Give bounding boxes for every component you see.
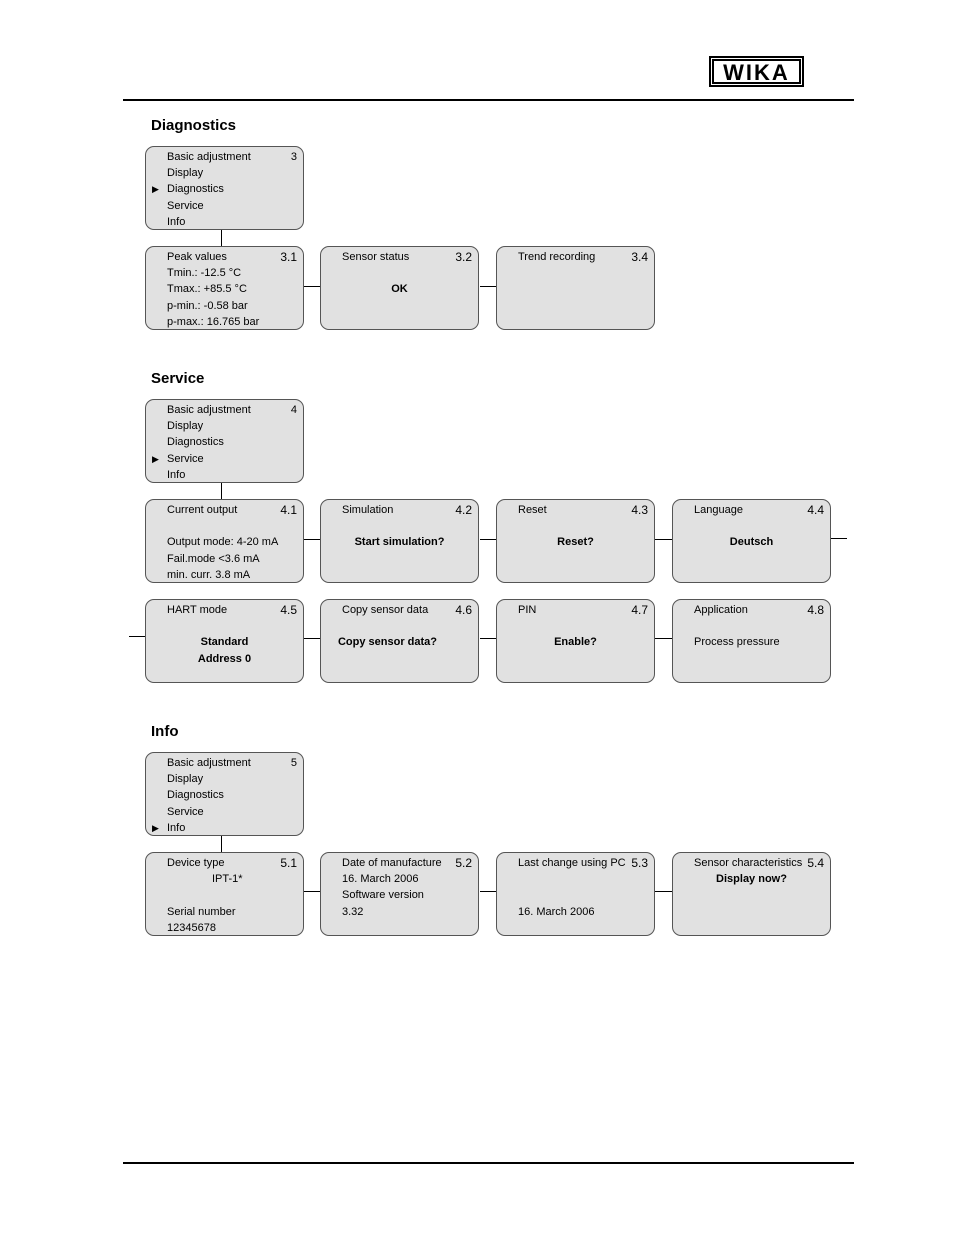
selection-arrow-icon: ▶ — [152, 184, 159, 194]
copy-sensor-data-box — [320, 599, 479, 683]
menu-number: 5 — [290, 757, 297, 769]
connector-horizontal — [655, 638, 672, 639]
peak-values-number: 3.1 — [280, 250, 297, 264]
peak-values-box — [145, 246, 304, 330]
pin-box — [496, 599, 655, 683]
sensor-status-value: OK — [391, 283, 408, 295]
menu-item-diagnostics: Diagnostics — [167, 789, 224, 801]
copy-sensor-data-title: Copy sensor data — [342, 604, 429, 616]
footer-rule — [123, 1162, 854, 1164]
language-value: Deutsch — [729, 536, 774, 548]
info-title: Info — [151, 723, 179, 740]
menu-item-display: Display — [167, 420, 204, 432]
tmax-value: Tmax.: +85.5 °C — [167, 283, 247, 295]
last-change-title: Last change using PC — [518, 857, 626, 869]
sensor-characteristics-box — [672, 852, 831, 936]
software-version-value: 3.32 — [342, 906, 364, 918]
connector-continuation-right — [831, 538, 847, 539]
connector-horizontal — [480, 891, 496, 892]
menu-item-info: Info — [167, 822, 186, 834]
menu-item-display: Display — [167, 167, 204, 179]
current-output-title: Current output — [167, 504, 238, 516]
sensor-characteristics-number: 5.4 — [807, 856, 824, 870]
simulation-box — [320, 499, 479, 583]
connector-horizontal — [304, 891, 320, 892]
current-output-box — [145, 499, 304, 583]
reset-title: Reset — [518, 504, 547, 516]
hart-mode-value: Standard — [200, 636, 249, 648]
pmin-value: p-min.: -0.58 bar — [167, 300, 248, 312]
copy-sensor-data-number: 4.6 — [455, 603, 472, 617]
menu-number: 4 — [290, 404, 297, 416]
selection-arrow-icon: ▶ — [152, 454, 159, 464]
device-type-number: 5.1 — [280, 856, 297, 870]
last-change-number: 5.3 — [631, 856, 648, 870]
menu-item-display: Display — [167, 773, 204, 785]
output-mode-value: Output mode: 4-20 mA — [167, 536, 279, 548]
service-title: Service — [151, 370, 205, 387]
application-title: Application — [694, 604, 748, 616]
pin-title: PIN — [518, 604, 537, 616]
reset-value: Reset? — [557, 536, 594, 548]
device-type-value: IPT-1* — [212, 873, 243, 885]
simulation-value: Start simulation? — [354, 536, 445, 548]
connector-vertical — [221, 230, 222, 246]
current-output-number: 4.1 — [280, 503, 297, 517]
language-number: 4.4 — [807, 503, 824, 517]
trend-recording-box — [496, 246, 655, 330]
menu-item-info: Info — [167, 216, 186, 228]
sensor-status-number: 3.2 — [455, 250, 472, 264]
menu-item-service: Service — [167, 200, 204, 212]
pin-number: 4.7 — [631, 603, 648, 617]
manufacture-date-value: 16. March 2006 — [342, 873, 419, 885]
hart-mode-title: HART mode — [167, 604, 228, 616]
menu-item-service: Service — [167, 453, 204, 465]
menu-item-diagnostics: Diagnostics — [167, 436, 224, 448]
application-number: 4.8 — [807, 603, 824, 617]
connector-continuation-left — [129, 636, 145, 637]
hart-address-value: Address 0 — [197, 653, 252, 665]
language-box — [672, 499, 831, 583]
simulation-number: 4.2 — [455, 503, 472, 517]
software-version-label: Software version — [342, 889, 424, 901]
simulation-title: Simulation — [342, 504, 394, 516]
last-change-date-value: 16. March 2006 — [518, 906, 595, 918]
diagnostics-menu — [145, 146, 304, 230]
language-title: Language — [694, 504, 743, 516]
date-of-manufacture-title: Date of manufacture — [342, 857, 442, 869]
trend-recording-title: Trend recording — [518, 251, 596, 263]
connector-vertical — [221, 836, 222, 852]
connector-horizontal — [304, 286, 320, 287]
device-type-title: Device type — [167, 857, 225, 869]
date-of-manufacture-box — [320, 852, 479, 936]
menu-item-basic-adjustment: Basic adjustment — [167, 151, 251, 163]
min-current-value: min. curr. 3.8 mA — [167, 569, 251, 581]
copy-sensor-data-value: Copy sensor data? — [337, 636, 438, 648]
sensor-characteristics-value: Display now? — [716, 873, 787, 885]
trend-recording-number: 3.4 — [631, 250, 648, 264]
serial-number-value: 12345678 — [167, 922, 216, 934]
reset-box — [496, 499, 655, 583]
sensor-status-title: Sensor status — [342, 251, 410, 263]
menu-item-diagnostics: Diagnostics — [167, 183, 224, 195]
hart-mode-number: 4.5 — [280, 603, 297, 617]
connector-horizontal — [304, 539, 320, 540]
application-value: Process pressure — [694, 636, 780, 648]
connector-horizontal — [480, 286, 496, 287]
connector-horizontal — [480, 638, 496, 639]
sensor-status-box — [320, 246, 479, 330]
connector-horizontal — [655, 539, 672, 540]
date-of-manufacture-number: 5.2 — [455, 856, 472, 870]
menu-item-info: Info — [167, 469, 186, 481]
peak-values-title: Peak values — [167, 251, 227, 263]
menu-item-basic-adjustment: Basic adjustment — [167, 757, 251, 769]
device-type-box — [145, 852, 304, 936]
selection-arrow-icon: ▶ — [152, 823, 159, 833]
tmin-value: Tmin.: -12.5 °C — [167, 267, 242, 279]
menu-item-service: Service — [167, 806, 204, 818]
connector-vertical — [221, 483, 222, 499]
fail-mode-value: Fail.mode <3.6 mA — [167, 553, 260, 565]
serial-number-label: Serial number — [167, 906, 236, 918]
connector-horizontal — [655, 891, 672, 892]
last-change-box — [496, 852, 655, 936]
diagnostics-title: Diagnostics — [151, 117, 237, 134]
menu-number: 3 — [290, 151, 297, 163]
reset-number: 4.3 — [631, 503, 648, 517]
pin-value: Enable? — [554, 636, 597, 648]
menu-item-basic-adjustment: Basic adjustment — [167, 404, 251, 416]
wika-logo: WIKA — [709, 56, 804, 87]
header-rule — [123, 99, 854, 101]
sensor-characteristics-title: Sensor characteristics — [694, 857, 803, 869]
pmax-value: p-max.: 16.765 bar — [167, 316, 260, 328]
hart-mode-box — [145, 599, 304, 683]
info-menu — [145, 752, 304, 836]
service-menu — [145, 399, 304, 483]
application-box — [672, 599, 831, 683]
connector-horizontal — [480, 539, 496, 540]
